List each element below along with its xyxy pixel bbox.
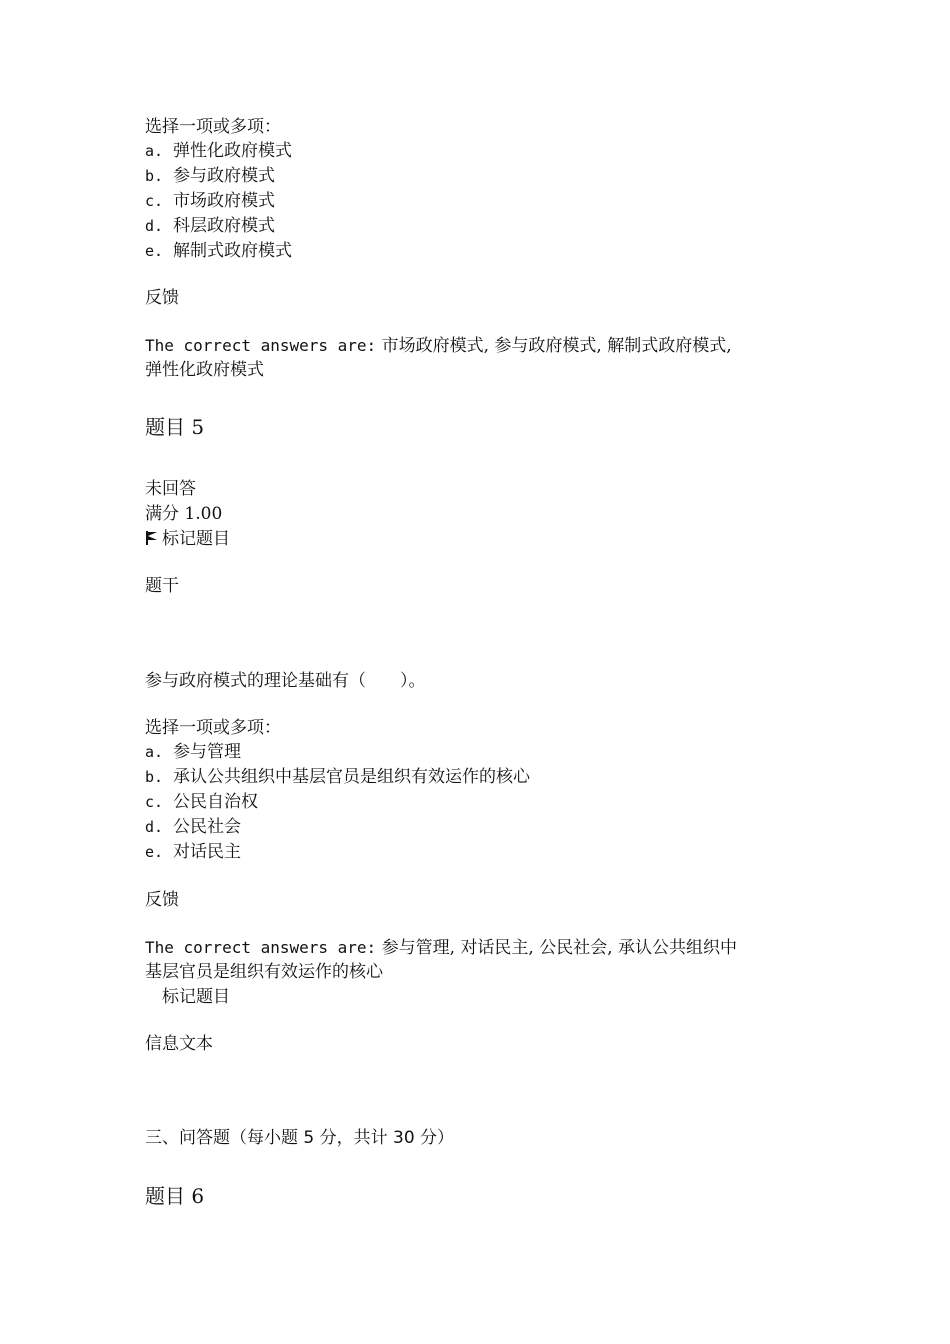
section-heading: 三、问答题（每小题 5 分，共计 30 分） xyxy=(145,1128,455,1148)
option-letter: d. xyxy=(145,818,164,836)
q4-option-e[interactable] xyxy=(145,239,292,263)
q4-correct-answers-cont: 弹性化政府模式 xyxy=(145,360,264,380)
q5-option-c[interactable] xyxy=(145,790,258,814)
option-text: 市场政府模式 xyxy=(173,191,275,211)
q4-option-c[interactable] xyxy=(145,189,275,213)
option-letter: c. xyxy=(145,793,164,811)
option-text: 解制式政府模式 xyxy=(173,241,292,261)
correct-answers-text: 参与管理, 对话民主, 公民社会, 承认公共组织中 xyxy=(381,938,738,958)
q5-status: 未回答 xyxy=(145,479,196,499)
q4-feedback-label: 反馈 xyxy=(145,288,179,308)
q5-option-e[interactable] xyxy=(145,840,241,864)
flag-icon xyxy=(145,531,158,545)
q4-correct-answers xyxy=(145,334,732,358)
q6-title: 题目 6 xyxy=(145,1184,205,1208)
q5-option-a[interactable] xyxy=(145,740,241,764)
correct-answers-prefix: The correct answers are: xyxy=(145,336,377,355)
q5-stem-label: 题干 xyxy=(145,576,179,596)
option-text: 对话民主 xyxy=(173,842,241,862)
option-text: 科层政府模式 xyxy=(173,216,275,236)
option-text: 承认公共组织中基层官员是组织有效运作的核心 xyxy=(173,767,530,787)
q4-option-a[interactable] xyxy=(145,139,292,163)
q5-select-prompt: 选择一项或多项： xyxy=(145,718,281,738)
correct-answers-prefix: The correct answers are: xyxy=(145,938,377,957)
option-letter: b. xyxy=(145,167,164,185)
q5-flag-question[interactable] xyxy=(145,527,230,551)
q5-correct-answers-cont: 基层官员是组织有效运作的核心 xyxy=(145,962,383,982)
option-letter: a. xyxy=(145,142,164,160)
option-text: 参与政府模式 xyxy=(173,166,275,186)
option-letter: e. xyxy=(145,843,164,861)
q5-score: 满分 1.00 xyxy=(145,504,223,524)
option-text: 公民社会 xyxy=(173,817,241,837)
option-letter: e. xyxy=(145,242,164,260)
q5-option-d[interactable] xyxy=(145,815,241,839)
q5-title: 题目 5 xyxy=(145,415,205,439)
option-text: 参与管理 xyxy=(173,742,241,762)
q5-option-b[interactable] xyxy=(145,765,530,789)
option-text: 公民自治权 xyxy=(173,792,258,812)
info-flag-question[interactable] xyxy=(145,985,230,1009)
q5-question-text: 参与政府模式的理论基础有（ ）。 xyxy=(145,671,426,691)
option-letter: d. xyxy=(145,217,164,235)
q4-option-d[interactable] xyxy=(145,214,275,238)
info-text-label: 信息文本 xyxy=(145,1034,213,1054)
option-letter: c. xyxy=(145,192,164,210)
q5-correct-answers xyxy=(145,936,737,960)
flag-label: 标记题目 xyxy=(162,987,230,1007)
option-letter: b. xyxy=(145,768,164,786)
q5-feedback-label: 反馈 xyxy=(145,890,179,910)
q4-select-prompt: 选择一项或多项： xyxy=(145,117,281,137)
q4-option-b[interactable] xyxy=(145,164,275,188)
flag-label: 标记题目 xyxy=(162,529,230,549)
correct-answers-text: 市场政府模式, 参与政府模式, 解制式政府模式, xyxy=(381,336,732,356)
option-letter: a. xyxy=(145,743,164,761)
option-text: 弹性化政府模式 xyxy=(173,141,292,161)
